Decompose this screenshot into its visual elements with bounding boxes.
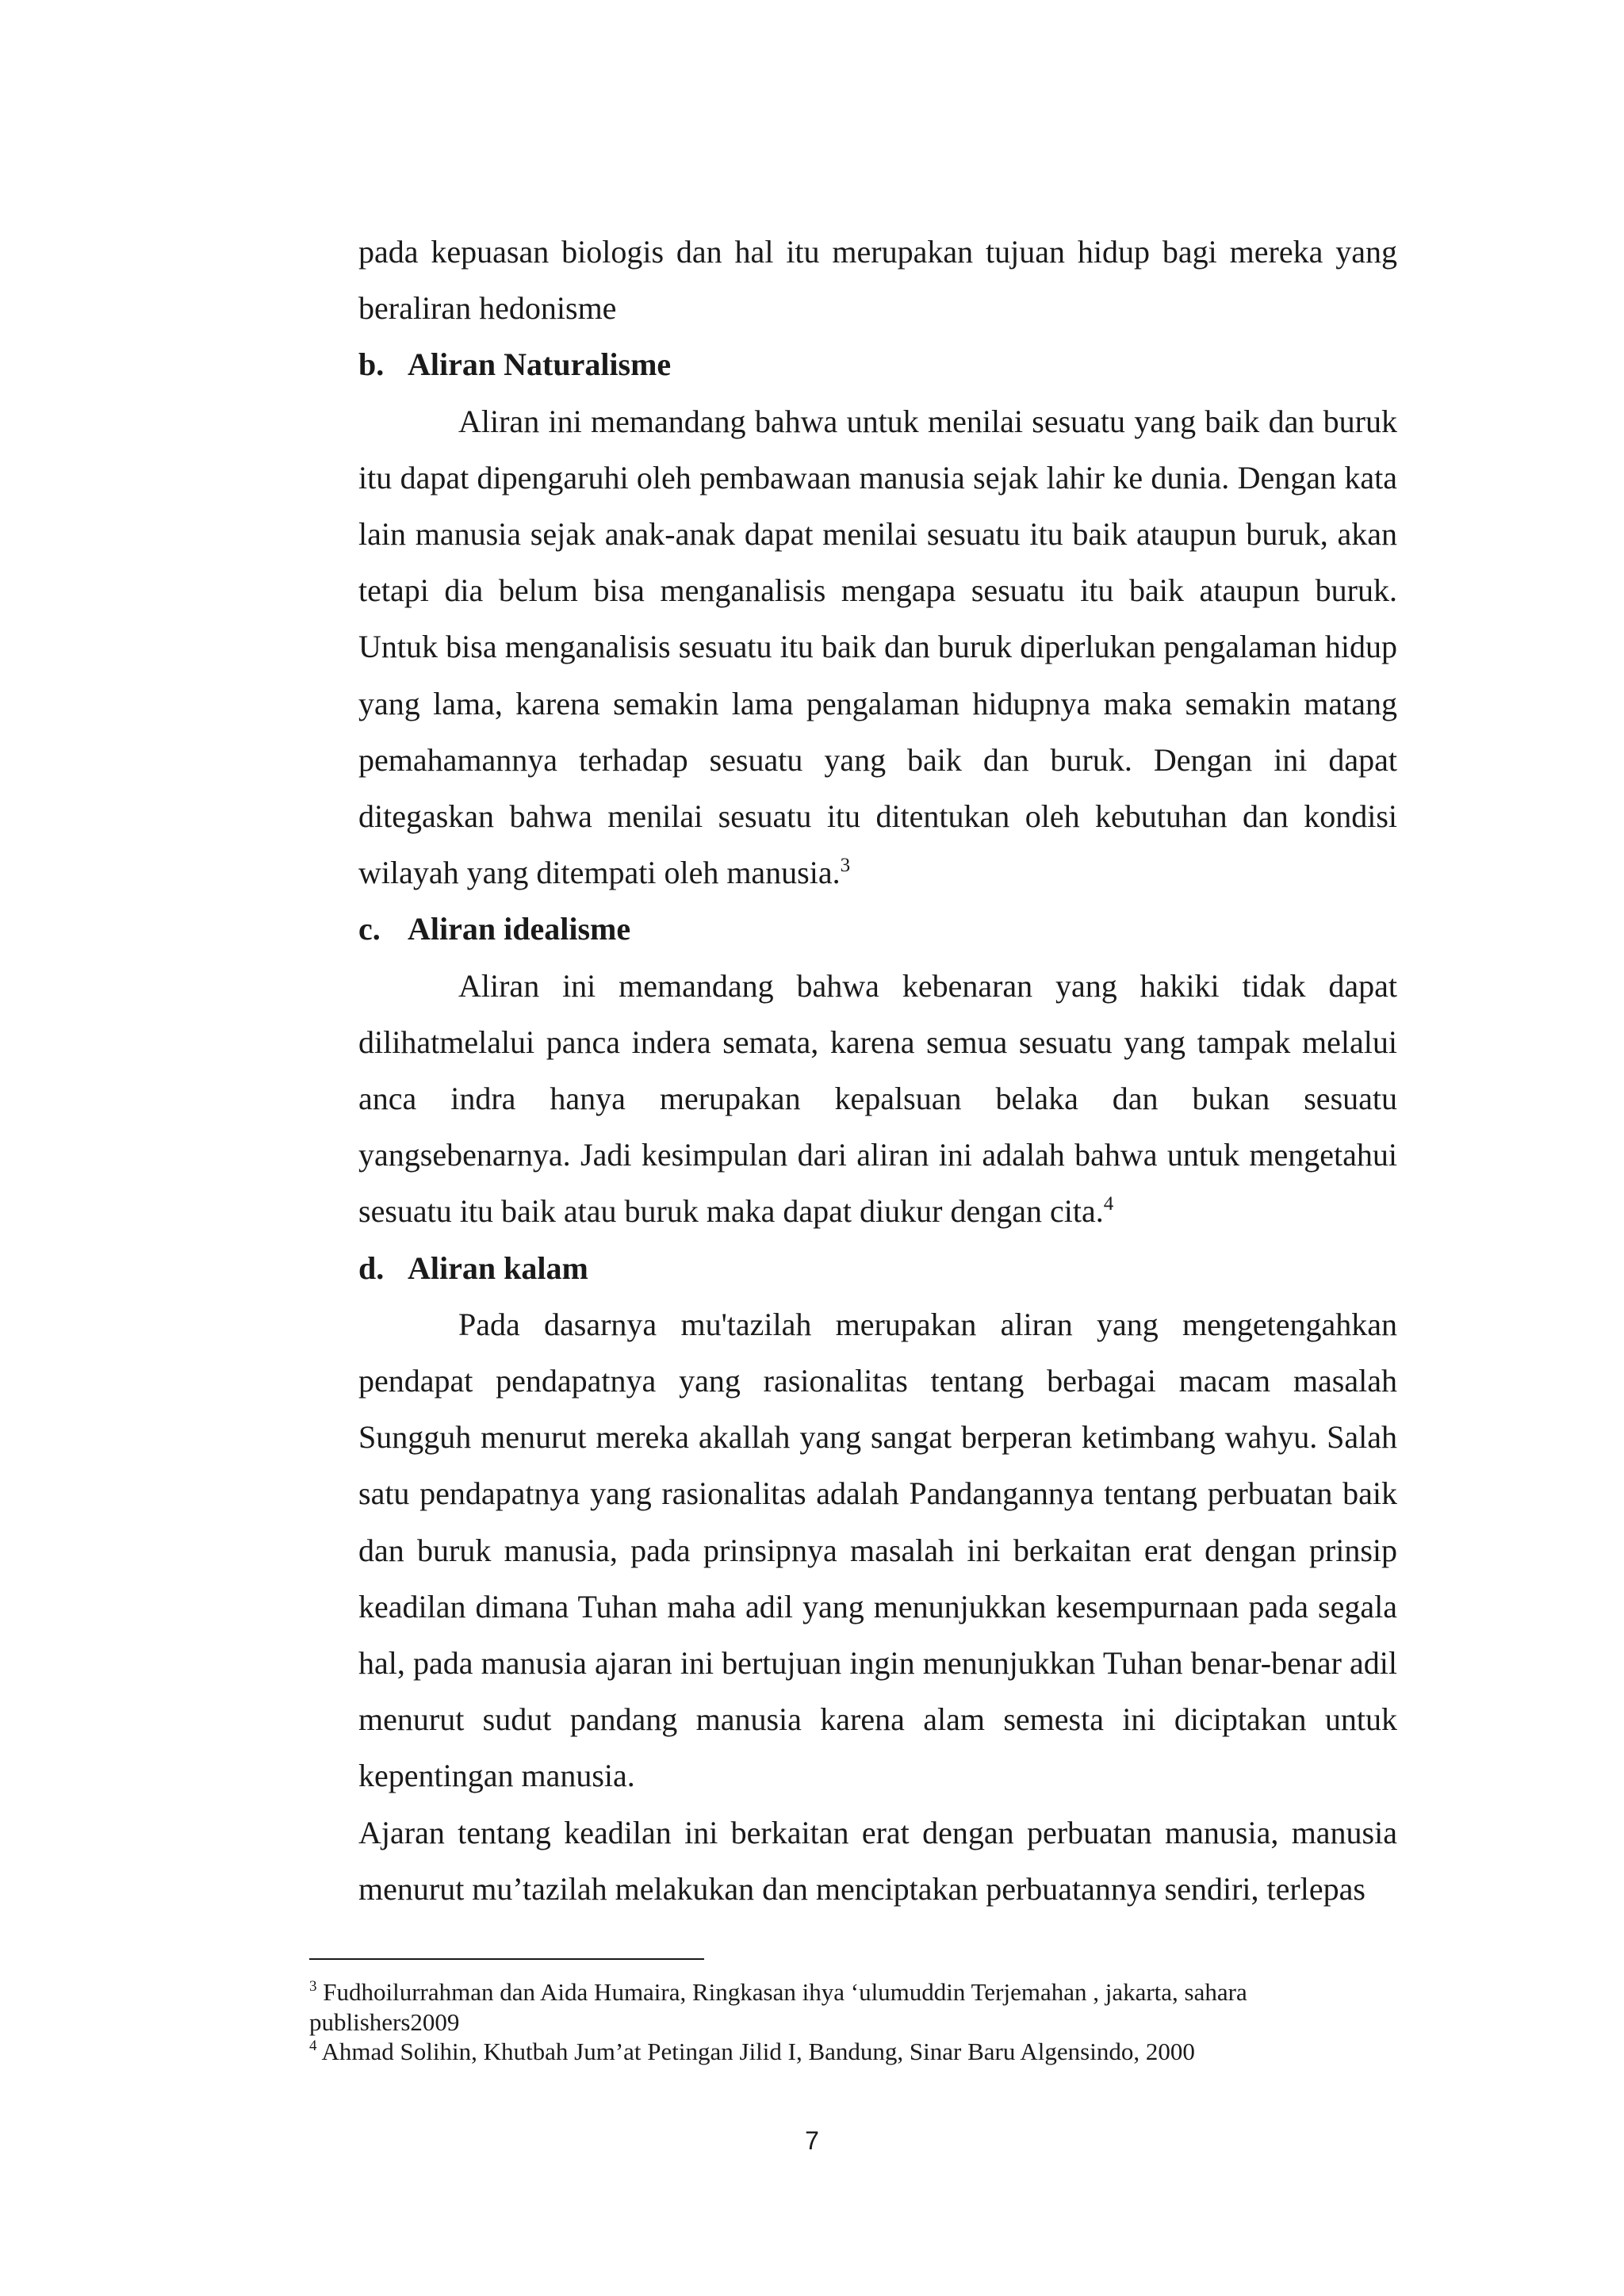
footnote-ref-3: 3	[840, 855, 851, 877]
paragraph-kalam: Pada dasarnya mu'tazilah merupakan aliran yang mengetengahkan pendapat pendapatnya yang rasionalitas tentang berbagai macam masalah Sungguh menurut mereka akallah yang sangat berperan ketimbang wahyu. Salah satu pendapatnya yang rasionalitas adalah Pandangannya tentang perbuatan baik dan buruk manusia, pada prinsipnya masalah ini berkaitan erat dengan prinsip keadilan dimana Tuhan maha adil yang menunjukkan kesempurnaan pada segala hal, pada manusia ajaran ini bertujuan ingin menunjukkan Tuhan benar-benar adil menurut sudut pandang manusia karena alam semesta ini diciptakan untuk kepentingan manusia.	[358, 1306, 1397, 1794]
footnote-number: 4	[309, 2038, 317, 2054]
footnote-number: 3	[309, 1978, 317, 1995]
heading-naturalisme	[358, 336, 1397, 392]
footnote-4	[309, 2037, 1397, 2067]
footnotes	[309, 1977, 1397, 2067]
heading-letter: b.	[358, 346, 385, 383]
paragraph-naturalisme: Aliran ini memandang bahwa untuk menilai sesuatu yang baik dan buruk itu dapat dipengaruhi oleh pembawaan manusia sejak lahir ke dunia. Dengan kata lain manusia sejak anak-anak dapat menilai sesuatu itu baik ataupun buruk, akan tetapi dia belum bisa menganalisis mengapa sesuatu itu baik ataupun buruk. Untuk bisa menganalisis sesuatu itu baik dan buruk diperlukan pengalaman hidup yang lama, karena semakin lama pengalaman hidupnya maka semakin matang pemahamannya terhadap sesuatu yang baik dan buruk. Dengan ini dapat ditegaskan bahwa menilai sesuatu itu ditentukan oleh kebutuhan dan kondisi wilayah yang ditempati oleh manusia.$^3$	[358, 403, 1397, 891]
paragraph-intro: pada kepuasan biologis dan hal itu merupakan tujuan hidup bagi mereka yang beraliran hedonisme	[358, 234, 1397, 327]
footnote-text: Fudhoilurrahman dan Aida Humaira, Ringkasan ihya ‘ulumuddin Terjemahan , jakarta, sahara publishers2009	[309, 1978, 1247, 2036]
heading-kalam	[358, 1240, 1397, 1296]
heading-idealisme	[358, 901, 1397, 957]
heading-letter: c.	[358, 911, 381, 947]
footnote-3	[309, 1977, 1397, 2037]
heading-title: Aliran Naturalisme	[408, 346, 672, 383]
heading-title: Aliran kalam	[408, 1249, 588, 1286]
paragraph-keadilan: Ajaran tentang keadilan ini berkaitan erat dengan perbuatan manusia, manusia menurut mu’tazilah melakukan dan menciptakan perbuatannya sendiri, terlepas	[358, 1814, 1397, 1907]
body-text	[358, 224, 1397, 1917]
footnote-ref-4: 4	[1103, 1193, 1114, 1215]
page-number: 7	[805, 2126, 819, 2155]
heading-title: Aliran idealisme	[408, 911, 631, 947]
heading-letter: d.	[358, 1249, 385, 1286]
footnote-text: Ahmad Solihin, Khutbah Jum’at Petingan Jilid I, Bandung, Sinar Baru Algensindo, 2000	[321, 2038, 1195, 2065]
footnote-divider	[309, 1958, 704, 1960]
paragraph-idealisme: Aliran ini memandang bahwa kebenaran yang hakiki tidak dapat dilihatmelalui panca indera semata, karena semua sesuatu yang tampak melalui anca indra hanya merupakan kepalsuan belaka dan bukan sesuatu yangsebenarnya. Jadi kesimpulan dari aliran ini adalah bahwa untuk mengetahui sesuatu itu baik atau buruk maka dapat diukur dengan cita.$^4$	[358, 967, 1397, 1230]
